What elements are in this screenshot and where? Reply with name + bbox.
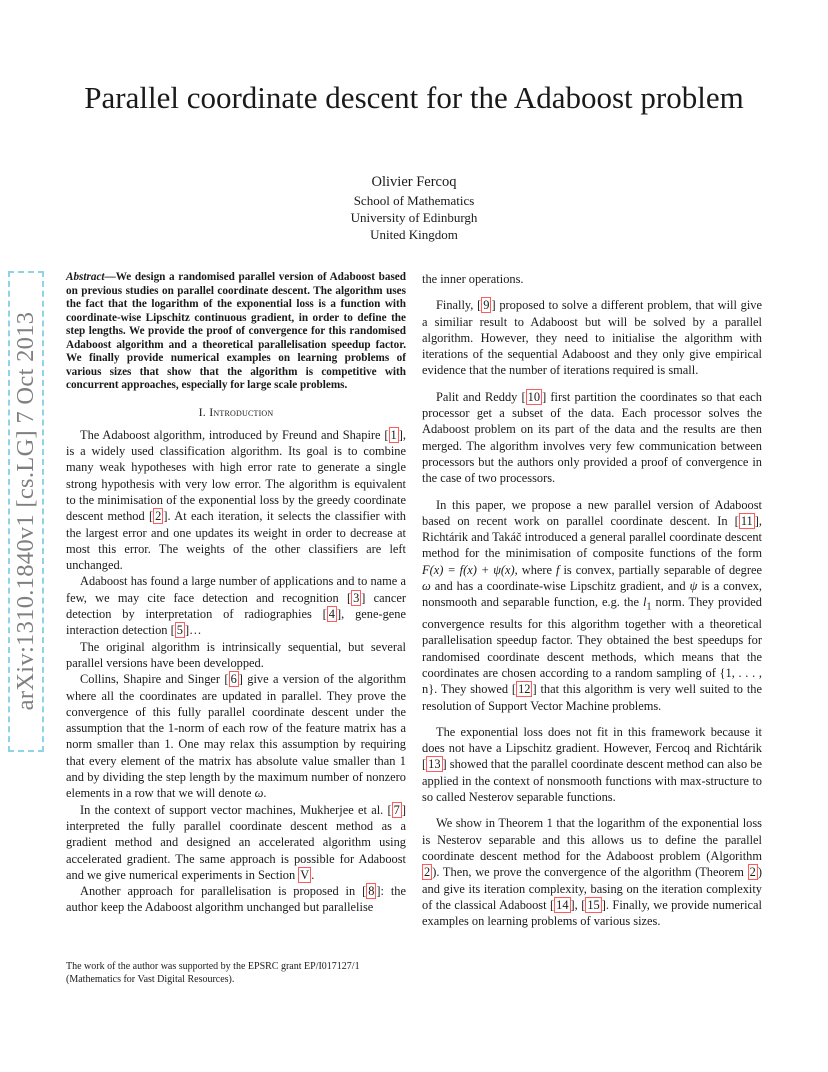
- author-affiliation-line: School of Mathematics: [353, 193, 475, 208]
- left-column: [66, 271, 406, 916]
- citation-link[interactable]: [ 1 ]: [384, 427, 403, 442]
- citation-link[interactable]: [ 15 ]: [581, 897, 606, 912]
- paragraph: Palit and Reddy [ 10 ] first partition the coordinates so that each processor get a subset of the data. Each processor solves the Adaboost problem on its part of the data and the results are then merged. The algorithm involves very few communication between processors but the authors only provided a proof of convergence in the case of two processors.: [422, 389, 762, 486]
- paragraph: In this paper, we propose a new parallel version of Adaboost based on recent work on parallel coordinate descent. In [ 11 ], Richtárik and Takáč introduced a general parallel coordinate descent method for the minimisation of composite functions of the form F(x) = f(x) + ψ(x), where f is convex, partially separable of degree ω and has a coordinate-wise Lipschitz gradient, and ψ is a convex, nonsmooth and separable function, e.g. the $l_1$ norm. They provided convergence results for this algorithm together with a theoretical parallelisation speedup factor. They obtained the best speedups for randomised coordinate descent methods, which means that the coordinates are chosen according to a random sampling of {1, . . . , n}. They showed [ 12 ] that this algorithm is very well suited to the resolution of Support Vector Machine problems.: [422, 497, 763, 713]
- theorem-link[interactable]: 2: [749, 865, 756, 880]
- author-affiliation-line: United Kingdom: [370, 227, 458, 242]
- citation-link[interactable]: [ 4 ]: [322, 607, 342, 622]
- abstract: [66, 271, 406, 393]
- abstract-text: —We design a randomised parallel version of Adaboost based on previous studies on parallel coordinate descent. The algorithm uses the fact that the logarithm of the exponential loss is a function with coordinate-wise Lipschitz continuous gradient, in order to define the step lengths. We provide the proof of convergence for this randomised Adaboost algorithm and a theoretical parallelisation speedup factor. We finally provide numerical examples on learning problems of various sizes that show that the algorithm is competitive with concurrent approaches, especially for large scale problems.: [66, 271, 406, 391]
- citation-link[interactable]: [ 11 ]: [734, 513, 759, 528]
- citation-link[interactable]: [ 5 ]: [170, 623, 190, 638]
- paragraph: The exponential loss does not fit in this framework because it does not have a Lipschitz gradient. However, Fercoq and Richtárik [ 13 ] showed that the parallel coordinate descent method can also be applied in the context of nonsmooth functions with max-structure to so called Nesterov separable functions.: [422, 724, 762, 805]
- paragraph: The original algorithm is intrinsically sequential, but several parallel versions have been developped.: [66, 639, 406, 670]
- footnote: The work of the author was supported by the EPSRC grant EP/I017127/1 (Mathematics for Vast Digital Resources).: [66, 961, 360, 985]
- citation-link[interactable]: [ 10 ]: [521, 389, 547, 404]
- citation-link[interactable]: [ 9 ]: [477, 298, 496, 313]
- section-heading-introduction: [66, 404, 406, 420]
- section-link[interactable]: V: [300, 867, 310, 882]
- author-name: Olivier Fercoq: [371, 174, 457, 190]
- paragraph: In the context of support vector machines, Mukherjee et al. [ 7 ] interpreted the fully parallel coordinate descent method as a gradient method and designed an accelerated algorithm using accelerated gradient. The same approach is possible for Adaboost and we give numerical experiments in Section V .: [66, 802, 406, 882]
- arxiv-stamp: [0, 0, 56, 1072]
- citation-link[interactable]: [ 8 ]: [362, 884, 381, 899]
- paragraph: Adaboost has found a large number of applications and to name a few, we may cite face detection and recognition [ 3 ] cancer detection by interpretation of radiographies [ 4 ], gene-gene interaction detection [ 5 ]…: [66, 574, 406, 638]
- paragraph: We show in Theorem 1 that the logarithm of the exponential loss is Nesterov separable and this allows us to define the parallel coordinate descent method for the Adaboost problem (Algorithm 2 ). Then, we prove the convergence of the algorithm (Theorem 2 ) and give its iteration complexity, basing on the iteration complexity of the classical Adaboost [ 14 ], [ 15 ]. Finally, we provide numerical examples on learning problems of various sizes.: [422, 816, 762, 929]
- citation-link[interactable]: [ 2 ]: [149, 509, 168, 524]
- citation-link[interactable]: [ 12 ]: [511, 682, 537, 697]
- citation-link[interactable]: [ 13 ]: [422, 757, 447, 772]
- citation-link[interactable]: [ 3 ]: [346, 590, 366, 605]
- citation-link[interactable]: [ 7 ]: [387, 802, 406, 817]
- paragraph: Another approach for parallelisation is proposed in [ 8 ]: the author keep the Adaboost algorithm unchanged but parallelise: [66, 884, 406, 915]
- paragraph: The Adaboost algorithm, introduced by Freund and Shapire [ 1 ], is a widely used classification algorithm. Its goal is to combine many weak hypotheses with high error rate to generate a single strong hypothesis with very low error. The algorithm is equivalent to the minimisation of the exponential loss by the greedy coordinate descent method [ 2 ]. At each iteration, it selects the classifier with the largest error and one updates its weight in order to decrease at most this error. The weights of the other classifiers are left unchanged.: [66, 427, 407, 573]
- paragraph: the inner operations.: [422, 272, 524, 286]
- citation-link[interactable]: [ 6 ]: [224, 672, 243, 687]
- right-column: [422, 271, 762, 929]
- paragraph: Collins, Shapire and Singer [ 6 ] give a version of the algorithm where all the coordinates are updated in parallel. They prove the convergence of this fully parallel coordinate descent under the assumption that the 1-norm of each row of the feature matrix has a norm smaller than 1. One may relax this assumption by requiring that every element of the matrix has absolute value smaller than 1 and by dividing the step length by the maximum number of nonzero elements in a row that we will denote ω.: [66, 672, 406, 801]
- citation-link[interactable]: [ 14 ]: [550, 897, 575, 912]
- section-title: Introduction: [209, 404, 274, 419]
- abstract-lead: Abstract: [66, 271, 105, 283]
- author-affiliation-line: University of Edinburgh: [350, 210, 478, 225]
- algorithm-link[interactable]: 2: [424, 865, 431, 880]
- arxiv-identifier[interactable]: arXiv:1310.1840v1 [cs.LG] 7 Oct 2013: [12, 311, 39, 711]
- section-number: I.: [198, 404, 207, 419]
- paper-title: Parallel coordinate descent for the Adaboost problem: [84, 80, 744, 115]
- author-block: [214, 172, 614, 243]
- paragraph: Finally, [ 9 ] proposed to solve a different problem, that will give a similiar result to Adaboost but will be solved by a parallel algorithm. However, they need to initialise the algorithm with iterations of the sequential Adaboost and they only give empirical evidence that the number of iterations required is small.: [422, 298, 762, 378]
